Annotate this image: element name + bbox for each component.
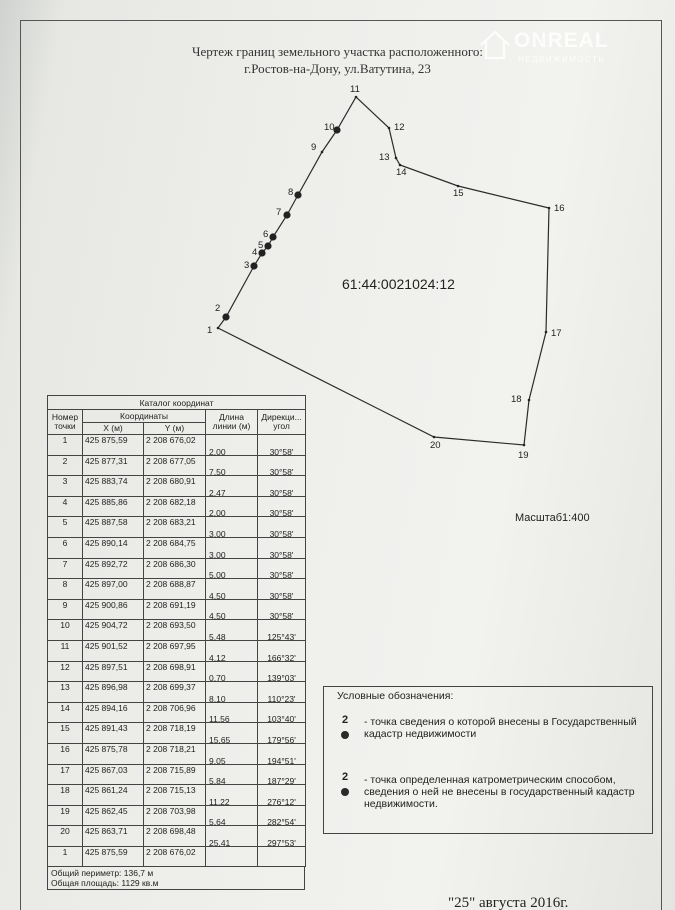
point-number-cell: 17	[48, 764, 83, 785]
x-coordinate-cell: 425 900,86	[83, 599, 144, 620]
watermark-subtext: НЕДВИЖИМОСТЬ	[518, 55, 606, 64]
boundary-point	[222, 313, 229, 320]
segment-length-cell: 11,22	[206, 796, 258, 817]
point-label: 12	[394, 122, 405, 133]
point-number-cell: 1	[48, 846, 83, 867]
segment-direction-cell: 282°54'	[258, 817, 306, 838]
point-number-cell: 18	[48, 785, 83, 806]
point-number-cell: 5	[48, 517, 83, 538]
point-number-cell: 14	[48, 702, 83, 723]
boundary-point	[545, 331, 548, 334]
x-coordinate-cell: 425 863,71	[83, 826, 144, 847]
segment-direction-cell: 276°12'	[258, 796, 306, 817]
x-coordinate-cell: 425 862,45	[83, 805, 144, 826]
coordinate-catalog	[47, 395, 305, 890]
segment-direction-cell: 30°58'	[258, 611, 306, 632]
point-number-cell: 11	[48, 640, 83, 661]
legend-title: Условные обозначения:	[337, 690, 454, 702]
point-number-cell: 8	[48, 579, 83, 600]
legend-point-number: 2	[342, 771, 349, 783]
segment-length-cell: 2,00	[206, 446, 258, 467]
legend-item-text: - точка сведения о которой внесены в Государственный кадастр недвижимости	[364, 716, 637, 740]
point-label: 8	[288, 187, 294, 198]
plan-title: Чертеж границ земельного участка расположенного:	[192, 44, 483, 59]
point-number-cell: 1	[48, 435, 83, 456]
point-label: 5	[258, 240, 264, 251]
boundary-point	[355, 96, 358, 99]
col-y-header: Y (м)	[144, 422, 206, 435]
scale-label: Масштаб1:400	[515, 512, 590, 524]
catalog-title: Каталог координат	[48, 396, 306, 410]
boundary-line	[218, 97, 549, 445]
boundary-point	[395, 157, 398, 160]
segment-length-cell: 3,00	[206, 528, 258, 549]
segment-direction-cell: 139°03'	[258, 673, 306, 694]
point-label: 11	[350, 84, 360, 95]
point-label: 17	[551, 328, 562, 339]
x-coordinate-cell: 425 901,52	[83, 640, 144, 661]
boundary-point	[388, 127, 391, 130]
point-label: 19	[518, 450, 529, 461]
x-coordinate-cell: 425 867,03	[83, 764, 144, 785]
point-number-cell: 3	[48, 476, 83, 497]
legend-item-text: - точка определенная катрометрическим способом, сведения о ней не внесены в государственный кадастр недвижимости.	[364, 774, 635, 810]
legend-point-number: 2	[342, 714, 349, 726]
legend-dot-icon	[341, 731, 349, 739]
y-coordinate-cell: 2 208 718,21	[144, 743, 206, 764]
cadastral-number: 61:44:0021024:12	[342, 276, 455, 292]
segment-length-cell: 15,65	[206, 734, 258, 755]
y-coordinate-cell: 2 208 693,50	[144, 620, 206, 641]
segment-length-cell: 3,00	[206, 549, 258, 570]
point-number-cell: 4	[48, 496, 83, 517]
legend	[323, 686, 653, 834]
segment-direction-cell: 30°58'	[258, 570, 306, 591]
y-coordinate-cell: 2 208 718,19	[144, 723, 206, 744]
segment-length-cell: 4,50	[206, 590, 258, 611]
x-coordinate-cell: 425 885,86	[83, 496, 144, 517]
point-label: 3	[244, 260, 250, 271]
boundary-point	[283, 211, 290, 218]
point-label: 2	[215, 303, 221, 314]
segment-direction-cell: 179°56'	[258, 734, 306, 755]
point-number-cell: 15	[48, 723, 83, 744]
y-coordinate-cell: 2 208 699,37	[144, 682, 206, 703]
boundary-point	[294, 191, 301, 198]
boundary-point	[321, 151, 324, 154]
area-text: Общая площадь: 1129 кв.м	[51, 878, 159, 889]
x-coordinate-cell: 425 891,43	[83, 723, 144, 744]
legend-dot-icon	[341, 788, 349, 796]
point-label: 20	[430, 440, 441, 451]
point-label: 4	[252, 247, 258, 258]
x-coordinate-cell: 425 861,24	[83, 785, 144, 806]
x-coordinate-cell: 425 877,31	[83, 455, 144, 476]
x-coordinate-cell: 425 875,78	[83, 743, 144, 764]
plan-address: г.Ростов-на-Дону, ул.Ватутина, 23	[244, 61, 431, 76]
segment-length-cell: 2,47	[206, 487, 258, 508]
col-coords-header: Координаты	[83, 410, 206, 423]
boundary-point	[250, 262, 257, 269]
segment-direction-cell: 110°23'	[258, 693, 306, 714]
y-coordinate-cell: 2 208 686,30	[144, 558, 206, 579]
y-coordinate-cell: 2 208 688,87	[144, 579, 206, 600]
y-coordinate-cell: 2 208 715,89	[144, 764, 206, 785]
y-coordinate-cell: 2 208 706,96	[144, 702, 206, 723]
boundary-point	[433, 436, 436, 439]
point-label: 15	[453, 188, 464, 199]
x-coordinate-cell: 425 887,58	[83, 517, 144, 538]
point-number-cell: 7	[48, 558, 83, 579]
segment-length-cell: 7,50	[206, 467, 258, 488]
boundary-point	[523, 444, 526, 447]
point-label: 7	[276, 207, 282, 218]
point-number-cell: 12	[48, 661, 83, 682]
point-number-cell: 19	[48, 805, 83, 826]
perimeter-text: Общий периметр: 136,7 м	[51, 868, 154, 879]
catalog-summary	[47, 867, 305, 890]
point-number-cell: 16	[48, 743, 83, 764]
segment-direction-cell: 125°43'	[258, 631, 306, 652]
segment-direction-cell: 30°58'	[258, 590, 306, 611]
segment-length-cell: 5,64	[206, 817, 258, 838]
y-coordinate-cell: 2 208 682,18	[144, 496, 206, 517]
segment-direction-cell: 30°58'	[258, 549, 306, 570]
y-coordinate-cell: 2 208 683,21	[144, 517, 206, 538]
col-length-header: Длина линии (м)	[206, 410, 258, 435]
point-label: 18	[511, 394, 522, 405]
x-coordinate-cell: 425 875,59	[83, 435, 144, 456]
segment-length-cell: 4,12	[206, 652, 258, 673]
segment-length-cell: 9,05	[206, 755, 258, 776]
point-label: 13	[379, 152, 390, 163]
segment-direction-cell: 30°58'	[258, 467, 306, 488]
table-row	[48, 846, 306, 867]
point-label: 10	[324, 122, 335, 133]
segment-length-cell: 4,50	[206, 611, 258, 632]
x-coordinate-cell: 425 896,98	[83, 682, 144, 703]
boundary-point	[399, 164, 402, 167]
x-coordinate-cell: 425 883,74	[83, 476, 144, 497]
point-label: 1	[207, 325, 213, 336]
y-coordinate-cell: 2 208 715,13	[144, 785, 206, 806]
col-direction-header: Дирекци... угол	[258, 410, 306, 435]
point-label: 16	[554, 203, 565, 214]
y-coordinate-cell: 2 208 676,02	[144, 435, 206, 456]
point-label: 14	[396, 167, 407, 178]
y-coordinate-cell: 2 208 698,91	[144, 661, 206, 682]
segment-length-cell: 8,10	[206, 693, 258, 714]
y-coordinate-cell: 2 208 677,05	[144, 455, 206, 476]
point-label: 9	[311, 142, 317, 153]
boundary-point	[528, 399, 531, 402]
point-number-cell: 13	[48, 682, 83, 703]
point-label: 6	[263, 229, 269, 240]
x-coordinate-cell: 425 897,51	[83, 661, 144, 682]
segment-direction-cell: 166°32'	[258, 652, 306, 673]
boundary-point	[457, 185, 460, 188]
segment-length-cell: 5,48	[206, 631, 258, 652]
boundary-point	[217, 327, 220, 330]
segment-length-cell: 25,41	[206, 837, 258, 858]
x-coordinate-cell: 425 897,00	[83, 579, 144, 600]
segment-direction-cell: 30°58'	[258, 508, 306, 529]
catalog-body	[48, 435, 306, 867]
segment-direction-cell: 297°53'	[258, 837, 306, 858]
col-point-header: Номер точки	[48, 410, 83, 435]
watermark-text: ONREAL	[514, 29, 609, 52]
segment-length-cell: 2,00	[206, 508, 258, 529]
document-date: "25" августа 2016г.	[448, 895, 569, 910]
x-coordinate-cell: 425 894,16	[83, 702, 144, 723]
segment-length-cell: 11,56	[206, 714, 258, 735]
point-number-cell: 6	[48, 537, 83, 558]
segment-direction-cell: 194°51'	[258, 755, 306, 776]
segment-direction-cell: 187°29'	[258, 776, 306, 797]
segment-direction-cell: 30°58'	[258, 487, 306, 508]
x-coordinate-cell: 425 904,72	[83, 620, 144, 641]
point-number-cell: 10	[48, 620, 83, 641]
segment-direction-cell: 30°58'	[258, 528, 306, 549]
boundary-point	[548, 207, 551, 210]
x-coordinate-cell: 425 875,59	[83, 846, 144, 867]
point-number-cell: 2	[48, 455, 83, 476]
y-coordinate-cell: 2 208 691,19	[144, 599, 206, 620]
y-coordinate-cell: 2 208 680,91	[144, 476, 206, 497]
col-x-header: X (м)	[83, 422, 144, 435]
y-coordinate-cell: 2 208 703,98	[144, 805, 206, 826]
catalog-table	[47, 395, 306, 867]
point-number-cell: 9	[48, 599, 83, 620]
y-coordinate-cell: 2 208 697,95	[144, 640, 206, 661]
x-coordinate-cell: 425 890,14	[83, 537, 144, 558]
segment-direction-cell: 30°58'	[258, 446, 306, 467]
y-coordinate-cell: 2 208 684,75	[144, 537, 206, 558]
boundary-point	[269, 233, 276, 240]
segment-direction-cell: 103°40'	[258, 714, 306, 735]
segment-length-cell: 5,00	[206, 570, 258, 591]
segment-length-cell: 0,70	[206, 673, 258, 694]
point-number-cell: 20	[48, 826, 83, 847]
y-coordinate-cell: 2 208 698,48	[144, 826, 206, 847]
x-coordinate-cell: 425 892,72	[83, 558, 144, 579]
y-coordinate-cell: 2 208 676,02	[144, 846, 206, 867]
boundary-point	[264, 242, 271, 249]
segment-length-cell: 5,84	[206, 776, 258, 797]
